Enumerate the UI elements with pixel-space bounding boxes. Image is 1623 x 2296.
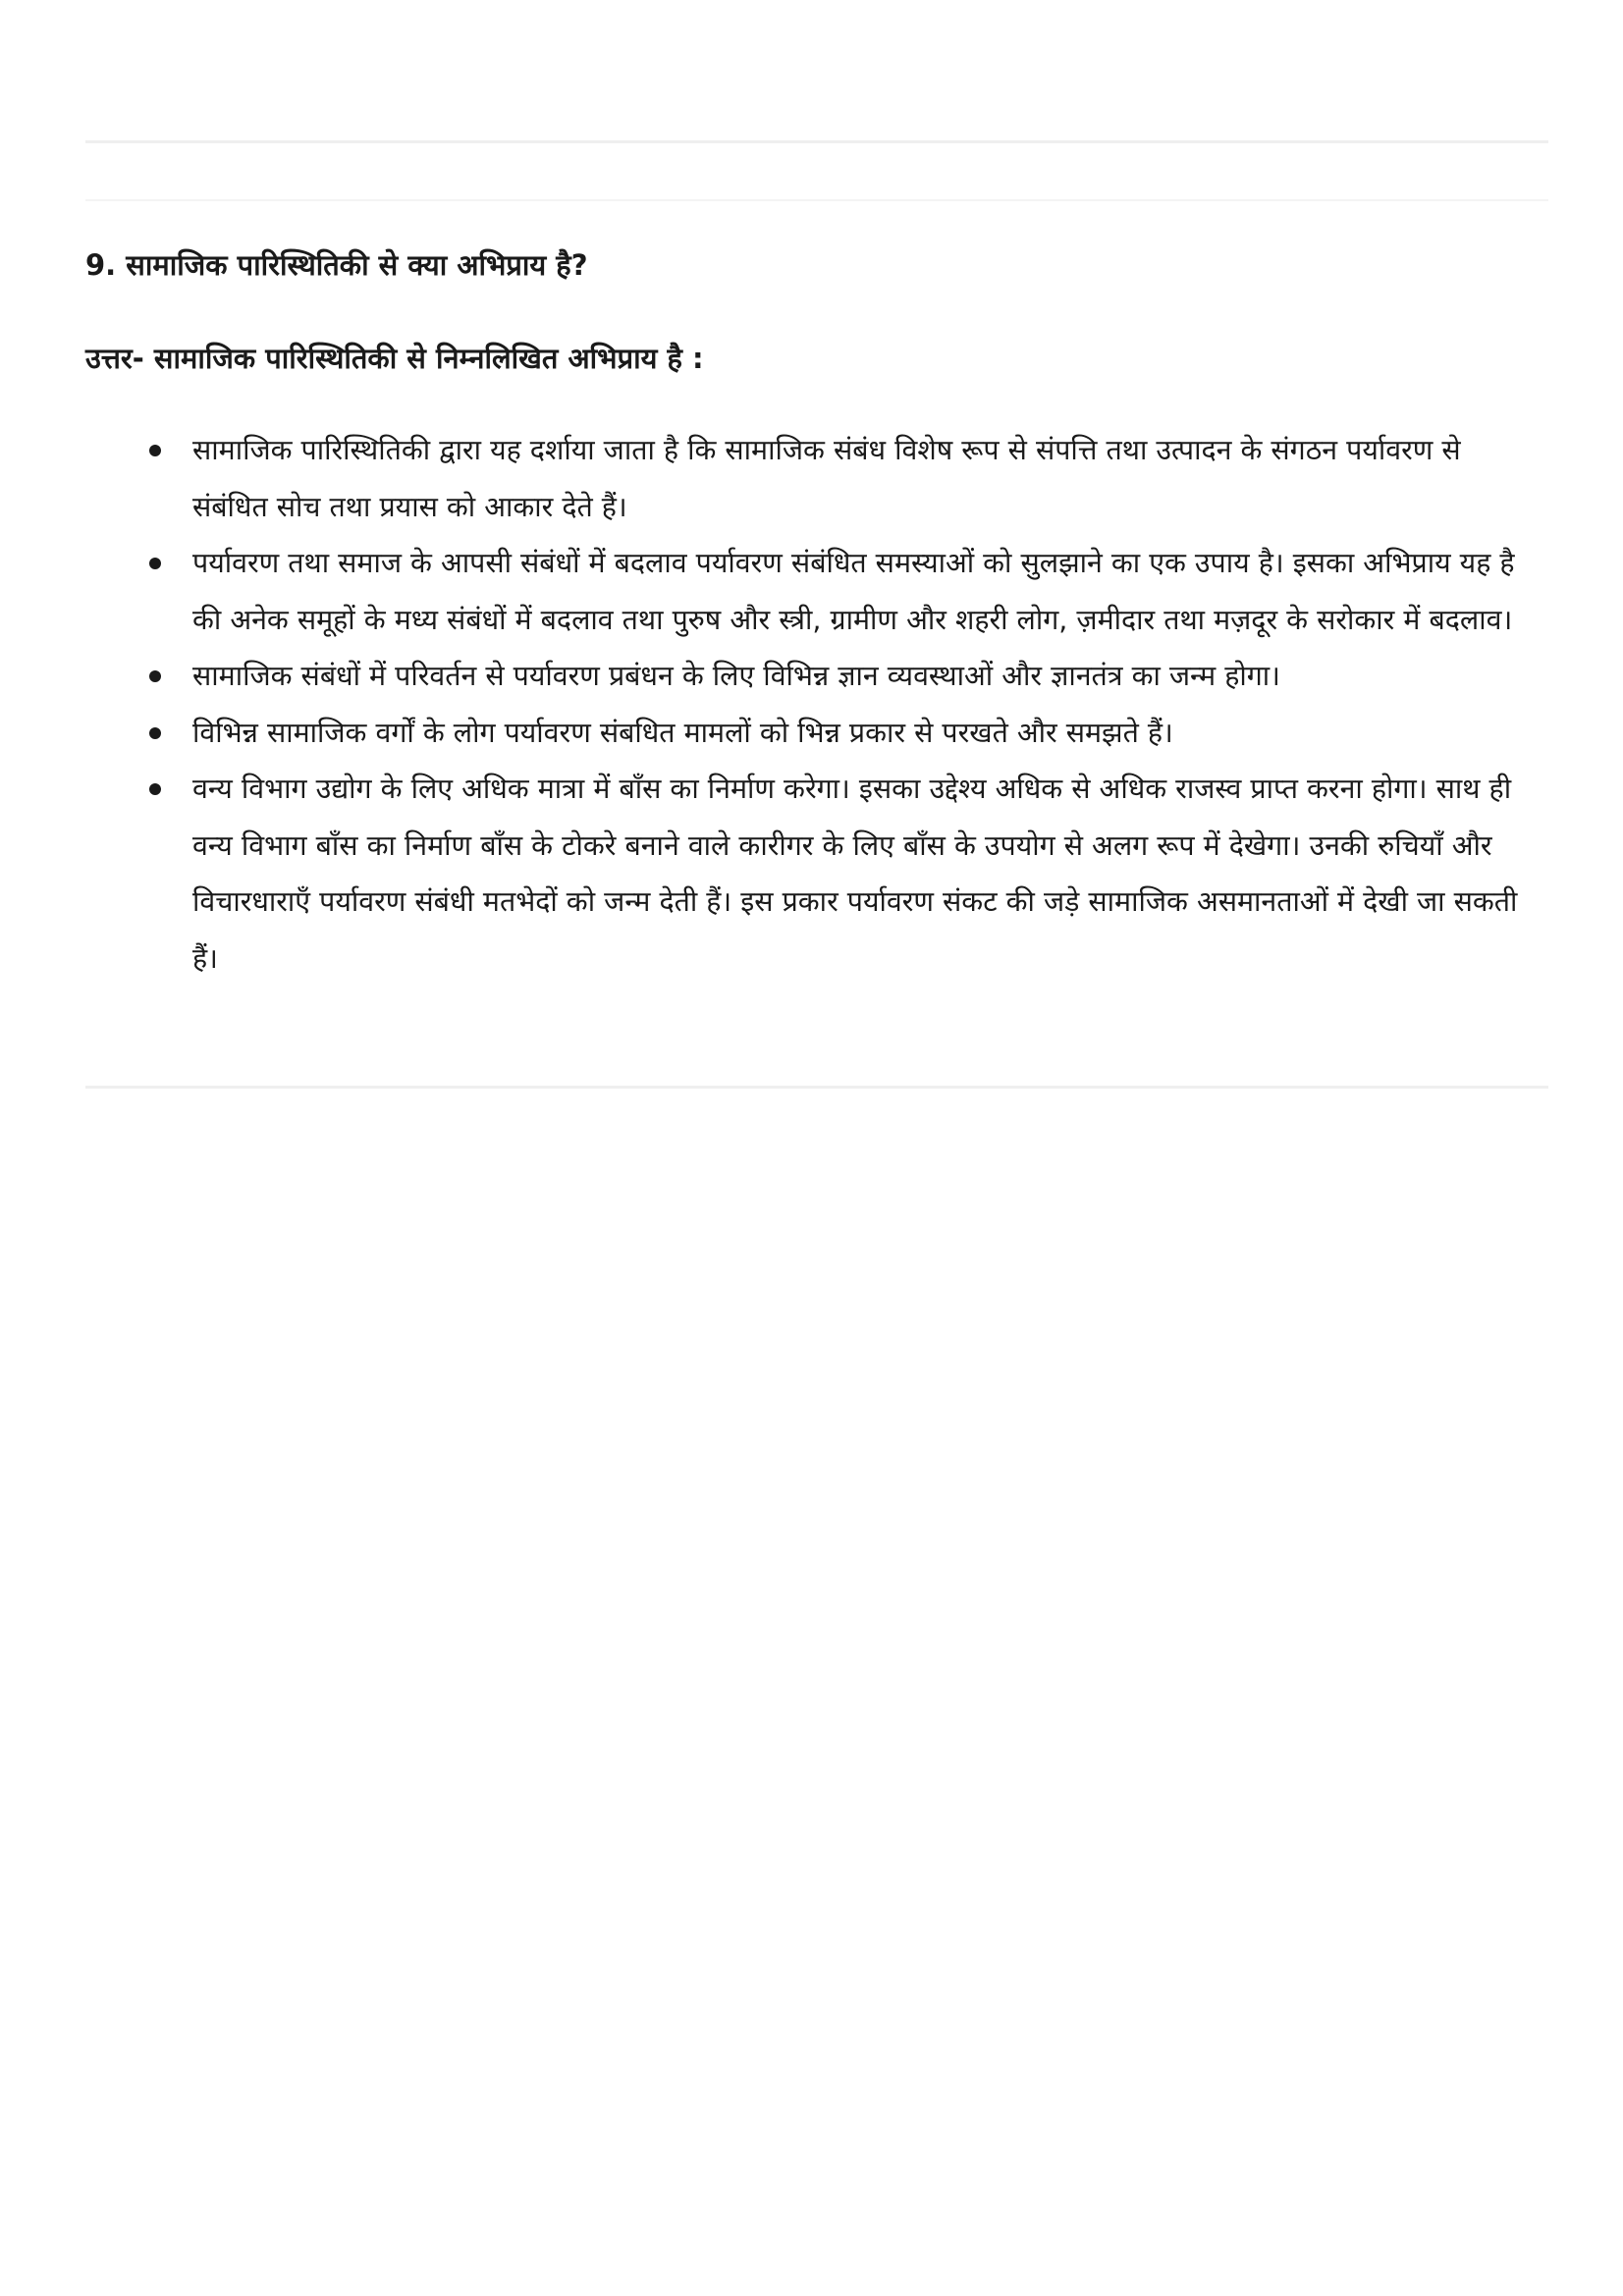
bottom-divider — [85, 1086, 1548, 1089]
answer-point — [147, 761, 1527, 987]
answer-point-text: विभिन्न सामाजिक वर्गों के लोग पर्यावरण संबधित मामलों को भिन्न प्रकार से परखते और समझते हैं। — [192, 716, 1173, 749]
answer-points-list — [147, 422, 1527, 987]
answer-point-text: सामाजिक संबंधों में परिवर्तन से पर्यावरण प्रबंधन के लिए विभिन्न ज्ञान व्यवस्थाओं और ज्ञानतंत्र का जन्म होगा। — [192, 660, 1280, 692]
bullet-icon — [149, 783, 161, 795]
answer-point — [147, 422, 1527, 535]
answer-point — [147, 535, 1527, 648]
bullet-icon — [149, 727, 161, 739]
bullet-icon — [149, 670, 161, 682]
section-divider — [85, 199, 1548, 201]
answer-point-text: सामाजिक पारिस्थितिकी द्वारा यह दर्शाया जाता है कि सामाजिक संबंध विशेष रूप से संपत्ति तथा उत्पादन के संगठन पर्यावरण से संबंधित सोच तथा प्रयास को आकार देते हैं। — [192, 434, 1461, 523]
answer-heading: उत्तर- सामाजिक पारिस्थितिकी से निम्नलिखित अभिप्राय है : — [85, 342, 704, 375]
question-heading: 9. सामाजिक पारिस्थितिकी से क्या अभिप्राय है? — [85, 248, 588, 282]
answer-point — [147, 705, 1527, 762]
answer-point — [147, 648, 1527, 705]
bullet-icon — [149, 558, 161, 569]
answer-point-text: पर्यावरण तथा समाज के आपसी संबंधों में बदलाव पर्यावरण संबंधित समस्याओं को सुलझाने का एक उपाय है। इसका अभिप्राय यह है की अनेक समूहों के मध्य संबंधों में बदलाव तथा पुरुष और स्त्री, ग्रामीण और शहरी लोग, ज़मीदार तथा मज़दूर के सरोकार में बदलाव। — [192, 547, 1515, 636]
top-divider — [85, 140, 1548, 143]
bullet-icon — [149, 445, 161, 456]
answer-point-text: वन्य विभाग उद्योग के लिए अधिक मात्रा में बाँस का निर्माण करेगा। इसका उद्देश्य अधिक से अधिक राजस्व प्राप्त करना होगा। साथ ही वन्य विभाग बाँस का निर्माण बाँस के टोकरे बनाने वाले कारीगर के लिए बाँस के उपयोग से अलग रूप में देखेगा। उनकी रुचियाँ और विचारधाराएँ पर्यावरण संबंधी मतभेदों को जन्म देती हैं। इस प्रकार पर्यावरण संकट की जड़े सामाजिक असमानताओं में देखी जा सकती हैं। — [192, 773, 1518, 975]
